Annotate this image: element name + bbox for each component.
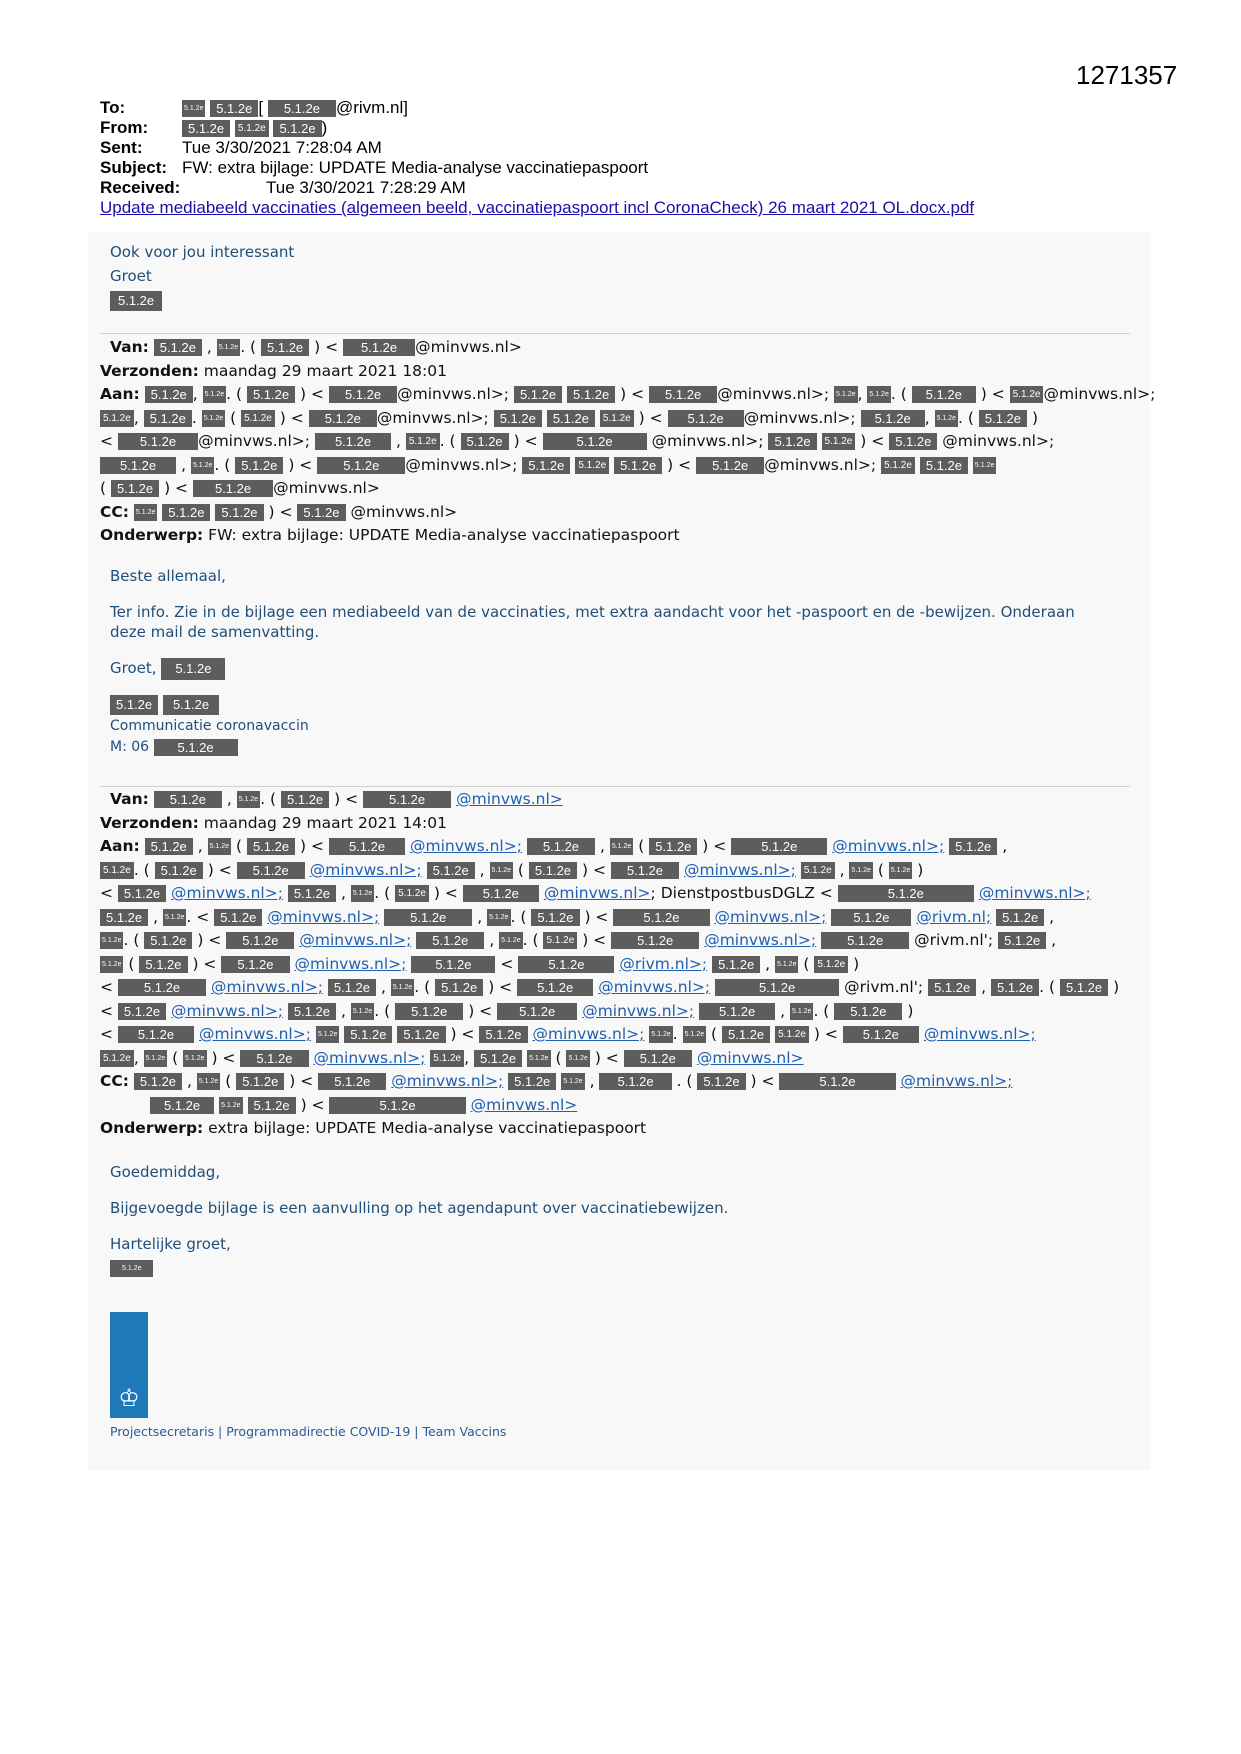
to-value: @rivm.nl]	[335, 98, 409, 117]
sent-row	[100, 138, 974, 158]
email-link[interactable]: @minvws.nl>;	[598, 978, 711, 996]
redaction-block: 5.1.2e	[145, 838, 193, 855]
message-divider	[100, 333, 1130, 334]
redaction-block: 5.1.2e	[139, 956, 187, 973]
body-line-2: deze mail de samenvatting.	[110, 623, 320, 641]
redaction-block: 5.1.2e	[920, 457, 968, 474]
redaction-block: 5.1.2e	[351, 1003, 374, 1020]
aan-label: Aan:	[100, 385, 140, 403]
email-link[interactable]: @minvws.nl>;	[714, 907, 827, 926]
redaction-block: 5.1.2e	[240, 1050, 308, 1067]
email-link[interactable]: @minvws.nl>;	[294, 954, 407, 973]
redaction-block: 5.1.2e	[134, 504, 157, 521]
redaction-block: 5.1.2e	[183, 1050, 206, 1067]
redaction-block: 5.1.2e	[479, 1026, 527, 1043]
redaction-block: 5.1.2e	[881, 457, 915, 474]
redaction-block: 5.1.2e	[949, 838, 997, 855]
redaction-block: 5.1.2e	[649, 386, 717, 403]
email-link[interactable]: @minvws.nl>;	[900, 1072, 1013, 1090]
redaction-block: 5.1.2e	[527, 838, 595, 855]
attachment-row	[100, 198, 974, 218]
redaction-block: 5.1.2e	[768, 433, 816, 450]
redaction-block: 5.1.2e	[226, 932, 294, 949]
redaction-block: 5.1.2e	[268, 100, 336, 117]
van-label: Van:	[110, 338, 149, 356]
email-domain: @minvws.nl>;	[405, 455, 518, 474]
to-label: To:	[100, 98, 126, 117]
redaction-block: 5.1.2e	[430, 1050, 464, 1067]
email-link[interactable]: @minvws.nl>	[470, 1095, 578, 1114]
redaction-block: 5.1.2e	[427, 862, 475, 879]
redaction-block: 5.1.2e	[529, 862, 577, 879]
from-label: From:	[100, 118, 149, 137]
redaction-block: 5.1.2e	[531, 909, 579, 926]
redaction-block: 5.1.2e	[395, 885, 429, 902]
redaction-block: 5.1.2e	[288, 885, 336, 902]
redaction-block: 5.1.2e	[834, 1003, 902, 1020]
redaction-block: 5.1.2e	[722, 1026, 770, 1043]
redaction-block: 5.1.2e	[134, 1073, 182, 1090]
redaction-block: 5.1.2e	[214, 909, 262, 926]
redaction-block: 5.1.2e	[543, 433, 647, 450]
redaction-block: 5.1.2e	[110, 695, 158, 715]
redaction-block: 5.1.2e	[697, 1073, 745, 1090]
redaction-block: 5.1.2e	[118, 1003, 166, 1020]
greeting: Goedemiddag,	[110, 1163, 221, 1181]
redaction-block: 5.1.2e	[487, 909, 510, 926]
redaction-block: 5.1.2e	[861, 410, 925, 427]
redaction-block: 5.1.2e	[834, 386, 857, 403]
onderwerp-value: FW: extra bijlage: UPDATE Media-analyse vaccinatiepaspoort	[208, 526, 680, 544]
redaction-block: 5.1.2e	[351, 885, 374, 902]
redaction-block: 5.1.2e	[998, 932, 1046, 949]
redaction-block: 5.1.2e	[197, 1073, 220, 1090]
redaction-block: 5.1.2e	[281, 791, 329, 808]
redaction-block: 5.1.2e	[145, 386, 193, 403]
redaction-block: 5.1.2e	[397, 1026, 445, 1043]
redaction-block: 5.1.2e	[182, 120, 230, 137]
email-link[interactable]: @rivm.nl>;	[619, 954, 708, 973]
email-link[interactable]: @minvws.nl>;	[313, 1048, 426, 1067]
redaction-block: 5.1.2e	[110, 291, 162, 311]
redaction-block: 5.1.2e	[100, 457, 176, 474]
cc-label: CC:	[100, 502, 129, 521]
email-link[interactable]: @minvws.nl>;	[299, 931, 412, 949]
email-link[interactable]: @minvws.nl>;	[923, 1025, 1036, 1043]
redaction-block: 5.1.2e	[163, 909, 186, 926]
van-domain: @minvws.nl>	[415, 338, 522, 356]
email-domain: @rivm.nl';	[914, 931, 994, 949]
redaction-block: 5.1.2e	[219, 1097, 242, 1114]
crest-icon: ♔	[118, 1385, 140, 1412]
received-value: Tue 3/30/2021 7:28:29 AM	[266, 178, 466, 197]
redaction-block: 5.1.2e	[328, 979, 376, 996]
redaction-block: 5.1.2e	[241, 410, 275, 427]
redaction-block: 5.1.2e	[144, 932, 192, 949]
redaction-block: 5.1.2e	[614, 457, 662, 474]
redaction-block: 5.1.2e	[790, 1003, 813, 1020]
email-domain: @minvws.nl>;	[717, 385, 830, 403]
redaction-block: 5.1.2e	[979, 410, 1027, 427]
redaction-block: 5.1.2e	[191, 457, 214, 474]
from-row: From: 5.1.2e 5.1.2e 5.1.2e )	[100, 118, 328, 137]
redaction-block: 5.1.2e	[391, 979, 414, 996]
redaction-block: 5.1.2e	[144, 410, 192, 427]
verzonden-label: Verzonden:	[100, 361, 199, 380]
redaction-block: 5.1.2e	[561, 1073, 584, 1090]
redaction-block: 5.1.2e	[712, 956, 760, 973]
redaction-block: 5.1.2e	[208, 838, 231, 855]
redaction-block: 5.1.2e	[318, 1073, 386, 1090]
redaction-block: 5.1.2e	[193, 480, 273, 497]
verzonden-value: maandag 29 maart 2021 18:01	[203, 361, 447, 380]
message-2-body	[110, 1160, 728, 1280]
redaction-block: 5.1.2e	[822, 433, 856, 450]
closing: Groet,	[110, 659, 157, 677]
redaction-block: 5.1.2e	[309, 410, 377, 427]
redaction-block: 5.1.2e	[411, 956, 495, 973]
email-link[interactable]: @minvws.nl>;	[199, 1025, 311, 1043]
onderwerp-label: Onderwerp:	[100, 526, 204, 544]
received-row	[100, 178, 974, 198]
redaction-block: 5.1.2e	[154, 339, 202, 356]
redaction-block: 5.1.2e	[838, 885, 974, 902]
redaction-block: 5.1.2e	[889, 862, 912, 879]
redaction-block: 5.1.2e	[814, 956, 848, 973]
redaction-block: 5.1.2e	[514, 386, 562, 403]
redaction-block: 5.1.2e	[248, 1097, 296, 1114]
redaction-block: 5.1.2e	[775, 1026, 809, 1043]
redaction-block: 5.1.2e	[575, 457, 609, 474]
redaction-block: 5.1.2e	[297, 504, 345, 521]
redaction-block: 5.1.2e	[100, 1050, 134, 1067]
redaction-block: 5.1.2e	[315, 433, 391, 450]
redaction-block: 5.1.2e	[118, 433, 198, 450]
redaction-block: 5.1.2e	[624, 1050, 692, 1067]
redaction-block: 5.1.2e	[600, 410, 634, 427]
redaction-block: 5.1.2e	[801, 862, 835, 879]
redaction-block: 5.1.2e	[499, 932, 522, 949]
redaction-block: 5.1.2e	[649, 1026, 672, 1043]
redaction-block: 5.1.2e	[261, 339, 309, 356]
redaction-block: 5.1.2e	[518, 956, 614, 973]
redaction-block: 5.1.2e	[235, 457, 283, 474]
greeting: Beste allemaal,	[110, 567, 226, 585]
government-logo	[110, 1312, 148, 1418]
redaction-block: 5.1.2e	[182, 100, 205, 117]
redaction-block: 5.1.2e	[935, 410, 958, 427]
redaction-block: 5.1.2e	[395, 1003, 463, 1020]
phone-prefix: M: 06	[110, 739, 150, 755]
email-link[interactable]: @minvws.nl>;	[978, 884, 1091, 902]
redaction-block: 5.1.2e	[775, 956, 798, 973]
email-link[interactable]: @minvws.nl>;	[704, 931, 817, 949]
redaction-block: 5.1.2e	[155, 862, 203, 879]
redaction-block: 5.1.2e	[996, 909, 1044, 926]
redaction-block: 5.1.2e	[344, 1026, 392, 1043]
email-domain: @minvws.nl>	[273, 479, 380, 497]
email-link[interactable]: @rivm.nl;	[916, 907, 992, 926]
redaction-block: 5.1.2e	[203, 386, 226, 403]
redaction-block: 5.1.2e	[973, 457, 996, 474]
email-domain: @minvws.nl>;	[942, 432, 1055, 450]
redaction-block: 5.1.2e	[779, 1073, 895, 1090]
redaction-block: 5.1.2e	[599, 1073, 671, 1090]
to-row: To: 5.1.2e 5.1.2e [ 5.1.2e @rivm.nl]	[100, 98, 409, 117]
redaction-block: 5.1.2e	[831, 909, 911, 926]
signature-footer: Projectsecretaris | Programmadirectie COVID-19 | Team Vaccins	[110, 1424, 507, 1439]
email-link[interactable]: @minvws.nl>;	[211, 978, 323, 996]
redaction-block: 5.1.2e	[163, 695, 219, 715]
sent-value: Tue 3/30/2021 7:28:04 AM	[182, 138, 382, 157]
email-domain: @minvws.nl>;	[397, 385, 510, 403]
redaction-block: 5.1.2e	[928, 979, 976, 996]
redaction-block: 5.1.2e	[649, 838, 697, 855]
email-domain: @minvws.nl>;	[1043, 385, 1156, 403]
email-link[interactable]: @minvws.nl>;	[410, 837, 522, 855]
redaction-block: 5.1.2e	[237, 791, 260, 808]
redaction-block: 5.1.2e	[416, 932, 484, 949]
redaction-block: 5.1.2e	[118, 1026, 194, 1043]
redaction-block: 5.1.2e	[100, 932, 123, 949]
redaction-block: 5.1.2e	[668, 410, 744, 427]
onderwerp-value: extra bijlage: UPDATE Media-analyse vaccinatiepaspoort	[208, 1119, 647, 1137]
email-link[interactable]: @minvws.nl>;	[832, 837, 945, 855]
redaction-block: 5.1.2e	[363, 791, 451, 808]
redaction-block: 5.1.2e	[150, 1097, 214, 1114]
redaction-block: 5.1.2e	[1060, 979, 1108, 996]
redaction-block: 5.1.2e	[329, 838, 405, 855]
aan-label: Aan:	[100, 837, 140, 855]
subject-value: FW: extra bijlage: UPDATE Media-analyse vaccinatiepaspoort	[182, 158, 649, 177]
attachment-link[interactable]: Update mediabeeld vaccinaties (algemeen beeld, vaccinatiepaspoort incl CoronaCheck) 26 maart 2021 OL.docx.pdf	[100, 198, 975, 217]
email-domain: @minvws.nl>;	[764, 455, 877, 474]
email-link[interactable]: @minvws.nl>;	[391, 1072, 504, 1090]
cc-label: CC:	[100, 1072, 129, 1090]
redaction-block: 5.1.2e	[613, 909, 709, 926]
sent-label: Sent:	[100, 138, 143, 157]
redaction-block: 5.1.2e	[162, 504, 210, 521]
intro-note	[110, 240, 294, 312]
redaction-block: 5.1.2e	[699, 1003, 775, 1020]
intro-greeting: Groet	[110, 267, 152, 285]
redaction-block: 5.1.2e	[288, 1003, 336, 1020]
redaction-block: 5.1.2e	[715, 979, 839, 996]
document-number: 1271357	[1076, 60, 1178, 90]
redaction-block: 5.1.2e	[843, 1026, 919, 1043]
email-domain: @minvws.nl>;	[743, 408, 856, 427]
verzonden-value: maandag 29 maart 2021 14:01	[203, 813, 447, 832]
subject-row	[100, 158, 974, 178]
email-link[interactable]: @minvws.nl>;	[532, 1025, 645, 1043]
email-domain: @minvws.nl>;	[651, 432, 764, 450]
redaction-block: 5.1.2e	[527, 1050, 550, 1067]
redaction-block: 5.1.2e	[696, 457, 764, 474]
redaction-block: 5.1.2e	[912, 386, 976, 403]
intro-line: Ook voor jou interessant	[110, 243, 295, 261]
redaction-block: 5.1.2e	[217, 339, 240, 356]
redaction-block: 5.1.2e	[236, 1073, 284, 1090]
redaction-block: 5.1.2e	[867, 386, 890, 403]
redaction-block: 5.1.2e	[329, 386, 397, 403]
redaction-block: 5.1.2e	[154, 791, 222, 808]
redaction-block: 5.1.2e	[111, 480, 159, 497]
redaction-block: 5.1.2e	[210, 100, 258, 117]
van-domain[interactable]: @minvws.nl>	[456, 790, 563, 808]
redaction-block: 5.1.2e	[100, 909, 148, 926]
redaction-block: 5.1.2e	[821, 932, 909, 949]
body-text: Bijgevoegde bijlage is een aanvulling op het agendapunt over vaccinatiebewijzen.	[110, 1199, 729, 1217]
redaction-block: 5.1.2e	[508, 1073, 556, 1090]
redaction-block: 5.1.2e	[1010, 386, 1044, 403]
redaction-block: 5.1.2e	[610, 838, 633, 855]
redaction-block: 5.1.2e	[474, 1050, 522, 1067]
closing: Hartelijke groet,	[110, 1235, 231, 1253]
body-line-1: Ter info. Zie in de bijlage een mediabeeld van de vaccinaties, met extra aandacht voor het -paspoort en de -bewijzen. Onderaan	[110, 603, 1075, 621]
redaction-block: 5.1.2e	[235, 120, 269, 137]
redaction-block: 5.1.2e	[547, 410, 595, 427]
email-link[interactable]: @minvws.nl>	[696, 1048, 804, 1067]
redaction-block: 5.1.2e	[567, 386, 615, 403]
redaction-block: 5.1.2e	[247, 838, 295, 855]
redaction-block: 5.1.2e	[273, 120, 321, 137]
redaction-block: 5.1.2e	[343, 339, 415, 356]
redaction-block: 5.1.2e	[317, 457, 405, 474]
redaction-block: 5.1.2e	[118, 979, 206, 996]
redaction-block: 5.1.2e	[461, 433, 509, 450]
verzonden-label: Verzonden:	[100, 813, 199, 832]
redaction-block: 5.1.2e	[202, 410, 225, 427]
redaction-block: 5.1.2e	[329, 1097, 465, 1114]
dienstpostbus: DienstpostbusDGLZ	[660, 884, 815, 902]
redaction-block: 5.1.2e	[497, 1003, 577, 1020]
redaction-block: 5.1.2e	[490, 862, 513, 879]
redaction-block: 5.1.2e	[849, 862, 872, 879]
redaction-block: 5.1.2e	[110, 1260, 153, 1277]
message-divider	[100, 786, 1130, 787]
redaction-block: 5.1.2e	[991, 979, 1039, 996]
message-1-body	[110, 564, 1130, 758]
email-link[interactable]: @minvws.nl>;	[309, 860, 422, 879]
redaction-block: 5.1.2e	[316, 1026, 339, 1043]
redaction-block: 5.1.2e	[221, 956, 289, 973]
redaction-block: 5.1.2e	[100, 862, 134, 879]
redaction-block: 5.1.2e	[889, 433, 937, 450]
email-link[interactable]: @minvws.nl>;	[683, 860, 796, 879]
redaction-block: 5.1.2e	[118, 885, 166, 902]
subject-label: Subject:	[100, 158, 168, 177]
redaction-block: 5.1.2e	[247, 386, 295, 403]
forward-header-2: Van: 5.1.2e , 5.1.2e . ( 5.1.2e ) < 5.1.2e @minvws.nl> Verzonden: maandag 29 maart 2021 14:01 Aan: 5.1.2e , 5.1.2e ( 5.1.2e ) < 5.1.2e @minvws.nl>; 5.1.2e , 5.1.2e ( 5.1.2e ) < 5.1.2e @minvws.nl>; 5.1.2e , 5.1.2e . ( 5.1.2e ) < 5.1.2e @minvws.nl>; 5.1.2e , 5.1.2e ( 5.1.2e ) < 5.1.2e @minvws.nl>; 5.1.2e , 5.1.2e ( 5.1.2e ) < 5.1.2e @minvws.nl>; 5.1.2e , 5.1.2e . ( 5.1.2e ) < 5.1.2e @minvws.nl>; DienstpostbusDGLZ < 5.1.2e @minvws.nl>; 5.1.2e , 5.1.2e . < 5.1.2e @minvws.nl>; 5.1.2e , 5.1.2e . ( 5.1.2e ) < 5.1.2e @minvws.nl>; 5.1.2e @rivm.nl; 5.1.2e , 5.1.2e . ( 5.1.2e ) < 5.1.2e @minvws.nl>; 5.1.2e , 5.1.2e . ( 5.1.2e ) < 5.1.2e @minvws.nl>; 5.1.2e @rivm.nl'; 5.1.2e , 5.1.2e ( 5.1.2e ) < 5.1.2e @minvws.nl>; 5.1.2e < 5.1.2e @rivm.nl>; 5.1.2e , 5.1.2e ( 5.1.2e ) < 5.1.2e @minvws.nl>; 5.1.2e , 5.1.2e . ( 5.1.2e ) < 5.1.2e @minvws.nl>; 5.1.2e @rivm.nl'; 5.1.2e , 5.1.2e . ( 5.1.2e ) < 5.1.2e @minvws.nl>; 5.1.2e , 5.1.2e . ( 5.1.2e ) < 5.1.2e @minvws.nl>; 5.1.2e , 5.1.2e . ( 5.1.2e ) < 5.1.2e @minvws.nl>; 5.1.2e 5.1.2e 5.1.2e ) < 5.1.2e @minvws.nl>; 5.1.2e . 5.1.2e ( 5.1.2e 5.1.2e ) < 5.1.2e @minvws.nl>; 5.1.2e , 5.1.2e ( 5.1.2e ) < 5.1.2e @minvws.nl>; 5.1.2e , 5.1.2e 5.1.2e ( 5.1.2e ) < 5.1.2e @minvws.nl> CC: 5.1.2e , 5.1.2e ( 5.1.2e ) < 5.1.2e @minvws.nl>; 5.1.2e 5.1.2e , 5.1.2e . ( 5.1.2e ) < 5.1.2e @minvws.nl>; 5.1.2e 5.1.2e 5.1.2e ) < 5.1.2e @minvws.nl> Onderwerp: extra bijlage: UPDATE Media-analyse vaccinatiepaspoort	[100, 790, 1120, 1137]
email-domain: @rivm.nl';	[844, 978, 924, 996]
email-link[interactable]: @minvws.nl>;	[267, 907, 380, 926]
redaction-block: 5.1.2e	[543, 932, 577, 949]
received-label: Received:	[100, 178, 181, 197]
redaction-block: 5.1.2e	[406, 433, 440, 450]
redaction-block: 5.1.2e	[144, 1050, 167, 1067]
email-header	[100, 98, 974, 218]
redaction-block: 5.1.2e	[100, 956, 123, 973]
email-link[interactable]: @minvws.nl>;	[171, 1001, 283, 1020]
redaction-block: 5.1.2e	[566, 1050, 589, 1067]
department: Communicatie coronavaccin	[110, 718, 309, 734]
email-link[interactable]: @minvws.nl>	[543, 884, 651, 902]
redaction-block: 5.1.2e	[435, 979, 483, 996]
redaction-block: 5.1.2e	[161, 658, 225, 680]
redaction-block: 5.1.2e	[237, 862, 305, 879]
redaction-block: 5.1.2e	[611, 932, 699, 949]
onderwerp-label: Onderwerp:	[100, 1119, 204, 1137]
cc-domain: @minvws.nl>	[350, 502, 458, 521]
redaction-block: 5.1.2e	[517, 979, 593, 996]
email-link[interactable]: @minvws.nl>;	[582, 1001, 695, 1020]
redaction-block: 5.1.2e	[683, 1026, 706, 1043]
forward-header-1: Van: 5.1.2e , 5.1.2e . ( 5.1.2e ) < 5.1.2e @minvws.nl> Verzonden: maandag 29 maart 2021 18:01 Aan: 5.1.2e , 5.1.2e . ( 5.1.2e ) < 5.1.2e @minvws.nl>; 5.1.2e 5.1.2e ) < 5.1.2e @minvws.nl>; 5.1.2e , 5.1.2e . ( 5.1.2e ) < 5.1.2e @minvws.nl>; 5.1.2e , 5.1.2e . 5.1.2e ( 5.1.2e ) < 5.1.2e @minvws.nl>; 5.1.2e 5.1.2e 5.1.2e ) < 5.1.2e @minvws.nl>; 5.1.2e , 5.1.2e . ( 5.1.2e ) < 5.1.2e @minvws.nl>; 5.1.2e , 5.1.2e . ( 5.1.2e ) < 5.1.2e @minvws.nl>; 5.1.2e 5.1.2e ) < 5.1.2e @minvws.nl>; 5.1.2e , 5.1.2e . ( 5.1.2e ) < 5.1.2e @minvws.nl>; 5.1.2e 5.1.2e 5.1.2e ) < 5.1.2e @minvws.nl>; 5.1.2e 5.1.2e 5.1.2e ( 5.1.2e ) < 5.1.2e @minvws.nl> CC: 5.1.2e 5.1.2e 5.1.2e ) < 5.1.2e @minvws.nl> Onderwerp: FW: extra bijlage: UPDATE Media-analyse vaccinatiepaspoort	[100, 338, 1156, 544]
redaction-block: 5.1.2e	[100, 410, 134, 427]
redaction-block: 5.1.2e	[154, 739, 238, 756]
redaction-block: 5.1.2e	[611, 862, 679, 879]
redaction-block: 5.1.2e	[522, 457, 570, 474]
redaction-block: 5.1.2e	[384, 909, 472, 926]
redaction-block: 5.1.2e	[215, 504, 263, 521]
email-domain: @minvws.nl>;	[198, 432, 310, 450]
redaction-block: 5.1.2e	[463, 885, 539, 902]
redaction-block: 5.1.2e	[731, 838, 827, 855]
email-domain: @minvws.nl>;	[376, 408, 489, 427]
van-label: Van:	[110, 790, 149, 808]
redaction-block: 5.1.2e	[494, 410, 542, 427]
email-link[interactable]: @minvws.nl>;	[171, 884, 283, 902]
